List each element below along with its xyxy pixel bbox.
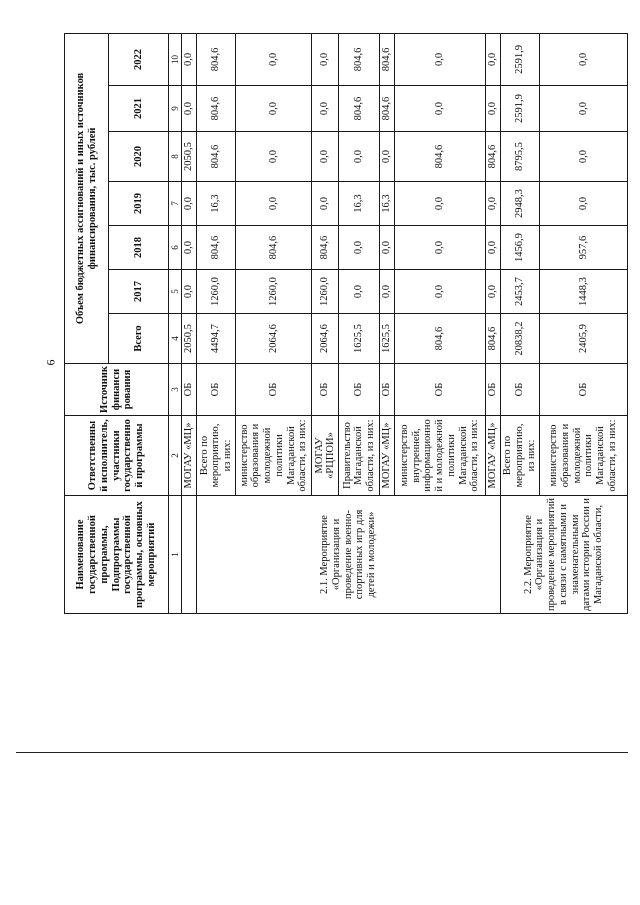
value-cell: 0,0 [380,270,395,314]
value-cell: 0,0 [182,226,197,270]
header-year-2022: 2022 [109,33,169,85]
value-cell: 0,0 [395,270,485,314]
header-year-2021: 2021 [109,86,169,132]
table-row [182,33,197,613]
value-cell: 0,0 [485,182,500,226]
value-cell: 2453,7 [500,270,539,314]
value-cell: 0,0 [236,182,312,226]
source-cell: ОБ [197,364,236,416]
executor-cell: Всего по мероприятию, из них: [197,416,236,496]
value-cell: 0,0 [182,270,197,314]
col-index: 4 [169,314,182,364]
value-cell: 1456,9 [500,226,539,270]
value-cell: 0,0 [312,86,339,132]
value-cell: 16,3 [197,182,236,226]
value-cell: 0,0 [395,182,485,226]
value-cell: 0,0 [485,33,500,85]
value-cell: 0,0 [339,270,380,314]
value-cell: 0,0 [395,33,485,85]
value-cell: 0,0 [539,86,627,132]
value-cell: 804,6 [485,132,500,182]
table-row [197,33,236,613]
rotated-table-container [64,34,640,611]
budget-table [64,33,628,614]
header-name: Наименование государственной программы, Подпрограммы государственной программы, основных мероприятий [65,496,169,614]
value-cell: 0,0 [539,132,627,182]
activity-cell: 2.1. Мероприятие «Организация и проведение военно-спортивных игр для детей и молодежи» [197,496,500,614]
col-index: 5 [169,270,182,314]
value-cell: 804,6 [197,86,236,132]
value-cell: 0,0 [395,226,485,270]
value-cell: 0,0 [312,132,339,182]
table-sheet [64,34,628,614]
value-cell: 804,6 [339,86,380,132]
horizontal-divider [16,752,628,753]
source-cell: ОБ [182,364,197,416]
source-cell: ОБ [485,364,500,416]
header-volume: Объем бюджетных ассигнований и иных источников финансирования, тыс. рублей [65,33,109,363]
value-cell: 804,6 [395,314,485,364]
source-cell: ОБ [539,364,627,416]
value-cell: 0,0 [339,132,380,182]
value-cell: 804,6 [380,86,395,132]
executor-cell: МОГАУ «МЦ» [380,416,395,496]
col-index: 1 [169,496,182,614]
value-cell: 804,6 [197,132,236,182]
col-index: 6 [169,226,182,270]
col-index: 7 [169,182,182,226]
value-cell: 0,0 [312,182,339,226]
value-cell: 0,0 [539,33,627,85]
value-cell: 0,0 [380,132,395,182]
value-cell: 1448,3 [539,270,627,314]
col-index: 2 [169,416,182,496]
value-cell: 1260,0 [197,270,236,314]
value-cell: 0,0 [312,33,339,85]
source-cell: ОБ [236,364,312,416]
value-cell: 0,0 [485,226,500,270]
value-cell: 2591,9 [500,86,539,132]
value-cell: 804,6 [312,226,339,270]
executor-cell: министерство образования и молодежной политики Магаданской области, из них: [236,416,312,496]
value-cell: 0,0 [339,226,380,270]
header-year-2017: 2017 [109,270,169,314]
value-cell: 0,0 [485,270,500,314]
value-cell: 2064,6 [236,314,312,364]
value-cell: 804,6 [339,33,380,85]
value-cell: 0,0 [236,33,312,85]
value-cell: 2050,5 [182,132,197,182]
value-cell: 0,0 [539,182,627,226]
header-total: Всего [109,314,169,364]
value-cell: 0,0 [485,86,500,132]
activity-cell: 2.2. Мероприятие «Организация и проведение мероприятий в связи с памятными и знаменательными датами истории России и Магаданской области, [500,496,627,614]
header-source: Источник финансирования [65,364,169,416]
header-row-top [65,33,109,613]
header-year-2019: 2019 [109,182,169,226]
value-cell: 0,0 [395,86,485,132]
value-cell: 0,0 [236,86,312,132]
col-index: 8 [169,132,182,182]
page-number: 6 [43,359,58,366]
executor-cell: министерство внутренней, информационной и молодежной политики Магаданской области, из них: [395,416,485,496]
executor-cell: Правительство Магаданской области, из них: [339,416,380,496]
activity-cell-empty [182,496,197,614]
value-cell: 2948,3 [500,182,539,226]
value-cell: 8795,5 [500,132,539,182]
value-cell: 2064,6 [312,314,339,364]
value-cell: 20838,2 [500,314,539,364]
executor-cell: министерство образования и молодежной политики Магаданской области, из них: [539,416,627,496]
executor-cell: МОГАУ «РЦПОИ» [312,416,339,496]
value-cell: 0,0 [182,182,197,226]
value-cell: 1260,0 [236,270,312,314]
source-cell: ОБ [339,364,380,416]
value-cell: 957,6 [539,226,627,270]
value-cell: 16,3 [380,182,395,226]
value-cell: 2050,5 [182,314,197,364]
column-index-row [169,33,182,613]
col-index: 9 [169,86,182,132]
value-cell: 1625,5 [380,314,395,364]
executor-cell: Всего по мероприятию, из них: [500,416,539,496]
value-cell: 0,0 [182,86,197,132]
executor-cell: МОГАУ «МЦ» [182,416,197,496]
header-year-2018: 2018 [109,226,169,270]
value-cell: 804,6 [380,33,395,85]
value-cell: 804,6 [395,132,485,182]
value-cell: 804,6 [485,314,500,364]
table-row [500,33,539,613]
value-cell: 16,3 [339,182,380,226]
source-cell: ОБ [395,364,485,416]
value-cell: 0,0 [182,33,197,85]
source-cell: ОБ [312,364,339,416]
value-cell: 2591,9 [500,33,539,85]
value-cell: 804,6 [197,33,236,85]
value-cell: 0,0 [236,132,312,182]
col-index: 3 [169,364,182,416]
source-cell: ОБ [500,364,539,416]
header-executor: Ответственный исполнитель, участники государственной программы [65,416,169,496]
value-cell: 804,6 [236,226,312,270]
executor-cell: МОГАУ «МЦ» [485,416,500,496]
header-year-2020: 2020 [109,132,169,182]
source-cell: ОБ [380,364,395,416]
value-cell: 2405,9 [539,314,627,364]
value-cell: 1260,0 [312,270,339,314]
value-cell: 1625,5 [339,314,380,364]
value-cell: 4494,7 [197,314,236,364]
col-index: 10 [169,33,182,85]
value-cell: 0,0 [380,226,395,270]
value-cell: 804,6 [197,226,236,270]
